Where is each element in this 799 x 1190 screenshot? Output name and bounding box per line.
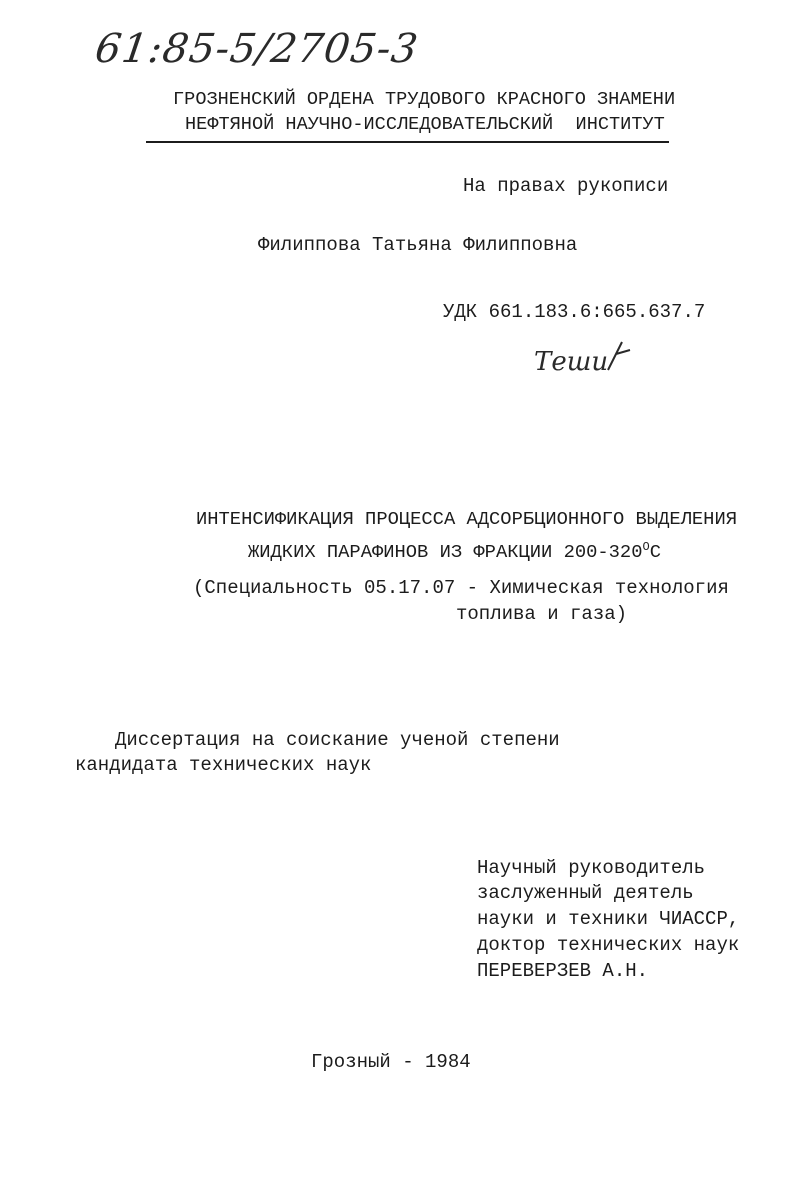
manuscript-rights: На правах рукописи bbox=[463, 175, 669, 197]
dissertation-line-2: кандидата технических наук bbox=[75, 754, 372, 776]
dissertation-line-1: Диссертация на соискание ученой степени bbox=[115, 729, 560, 751]
supervisor-name: ПЕРЕВЕРЗЕВ А.Н. bbox=[477, 960, 649, 982]
supervisor-line-2: заслуженный деятель bbox=[477, 882, 694, 904]
title-unit: С bbox=[649, 541, 661, 563]
archive-code: 61:85-5/2705-3 bbox=[92, 26, 422, 72]
header-divider bbox=[146, 141, 669, 143]
supervisor-line-4: доктор технических наук bbox=[477, 934, 740, 956]
udc-code: УДК 661.183.6:665.637.7 bbox=[443, 301, 706, 323]
signature bbox=[530, 336, 640, 386]
specialty-line-2: топлива и газа) bbox=[456, 603, 628, 625]
signature-text: Теши bbox=[534, 347, 609, 377]
title-line-1: ИНТЕНСИФИКАЦИЯ ПРОЦЕССА АДСОРБЦИОННОГО ВЫДЕЛЕНИЯ bbox=[196, 508, 737, 530]
specialty-line-1: (Специальность 05.17.07 - Химическая технология bbox=[193, 577, 729, 599]
city-year: Грозный - 1984 bbox=[311, 1051, 471, 1073]
supervisor-line-1: Научный руководитель bbox=[477, 857, 706, 879]
degree-mark: О bbox=[642, 540, 650, 554]
institute-line-2: НЕФТЯНОЙ НАУЧНО-ИССЛЕДОВАТЕЛЬСКИЙ ИНСТИТУТ bbox=[185, 114, 665, 135]
archive-code-handwriting bbox=[92, 18, 422, 78]
title-line-2-main: ЖИДКИХ ПАРАФИНОВ ИЗ ФРАКЦИИ 200-320 bbox=[248, 541, 643, 563]
supervisor-line-3: науки и техники ЧИАССР, bbox=[477, 908, 740, 930]
institute-line-1: ГРОЗНЕНСКИЙ ОРДЕНА ТРУДОВОГО КРАСНОГО ЗНАМЕНИ bbox=[173, 89, 676, 110]
title-line-2 bbox=[248, 541, 661, 563]
author-name: Филиппова Татьяна Филипповна bbox=[258, 234, 578, 256]
